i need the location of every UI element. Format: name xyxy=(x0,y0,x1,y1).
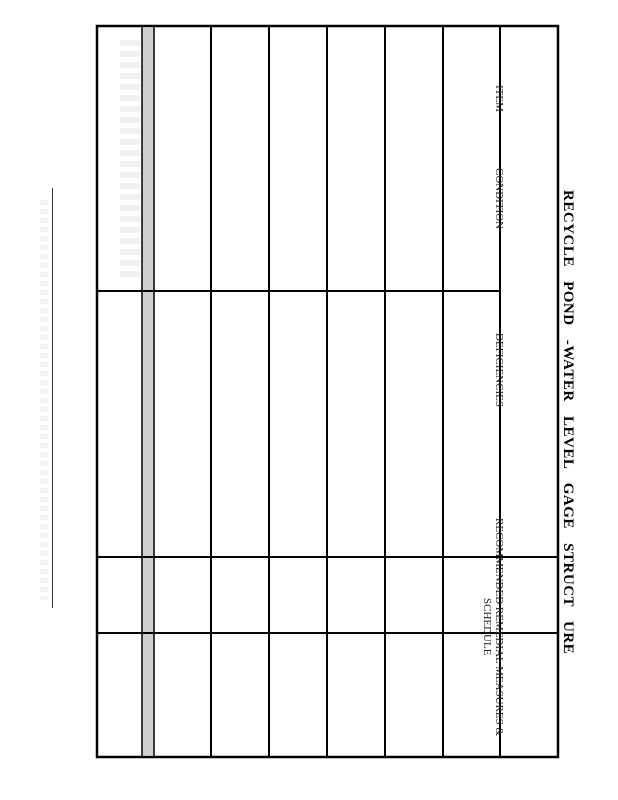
scan-ghost-text xyxy=(120,40,140,280)
margin-rule xyxy=(52,188,53,608)
scan-ghost-text xyxy=(40,200,48,600)
header-condition: CONDITION xyxy=(493,168,505,230)
header-recommended xyxy=(481,518,505,736)
header-recommended-line1: RECOMMENDED REMEDIAL MEASURES & xyxy=(493,518,505,737)
shaded-band xyxy=(142,28,154,755)
header-recommended-line2: SCHEDULE xyxy=(481,598,493,656)
header-item: ITEM xyxy=(493,85,505,112)
form-title: RECYCLE POND -WATER LEVEL GAGE STRUCT URE xyxy=(560,190,576,655)
header-deficiencies: DEFICIENCIES xyxy=(493,333,505,407)
